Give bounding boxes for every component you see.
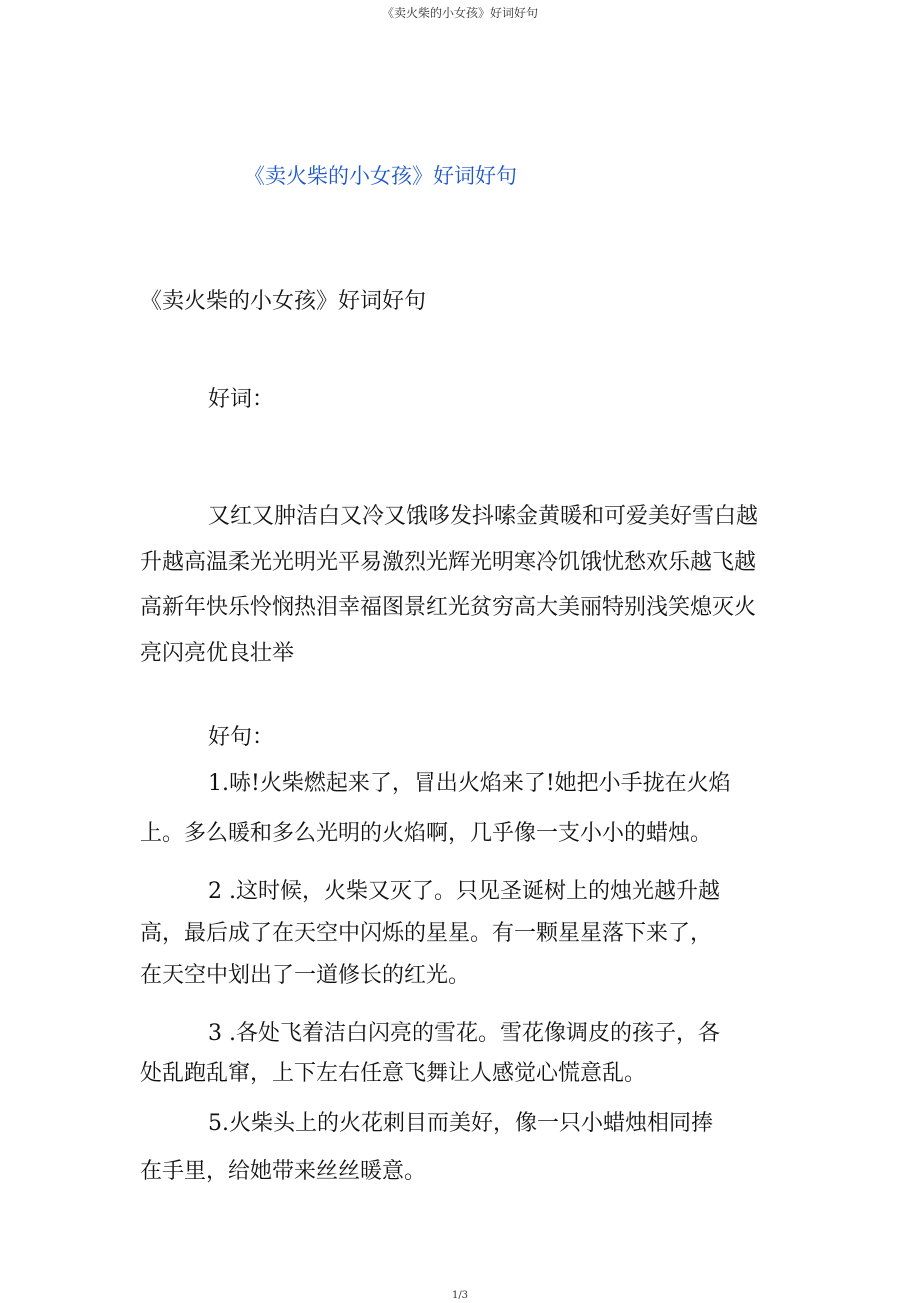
words-line: 亮闪亮优良壮举 (140, 640, 295, 666)
sentence-line: 在天空中划出了一道修长的红光。 (140, 963, 471, 988)
document-title: 《卖火柴的小女孩》好词好句 (140, 289, 427, 314)
page-header-title: 《卖火柴的小女孩》好词好句 (381, 6, 538, 20)
sentence-line: 1.哧!火柴燃起来了，冒出火焰来了!她把小手拢在火焰 (208, 771, 731, 796)
sentence-line: 上。多么暖和多么光明的火焰啊，几乎像一支小小的蜡烛。 (140, 821, 713, 846)
page-number: 1/3 (451, 1290, 469, 1301)
sentence-line: 处乱跑乱窜，上下左右任意飞舞让人感觉心慌意乱。 (140, 1061, 647, 1086)
sentence-line: 3 .各处飞着洁白闪亮的雪花。雪花像调皮的孩子，各 (208, 1021, 720, 1046)
sentence-line: 高，最后成了在天空中闪烁的星星。有一颗星星落下来了， (140, 921, 713, 946)
sentence-line: 2 .这时候，火柴又灭了。只见圣诞树上的烛光越升越 (208, 879, 720, 904)
words-section-label: 好词： (208, 387, 275, 412)
sentence-line: 在手里，给她带来丝丝暖意。 (140, 1159, 427, 1184)
sentences-section-label: 好句： (208, 725, 275, 750)
words-line: 高新年快乐怜悯热泪幸福图景红光贫穷高大美丽特别浅笑熄灭火 (140, 595, 757, 620)
words-line: 升越高温柔光光明光平易激烈光辉光明寒冷饥饿忧愁欢乐越飞越 (140, 549, 757, 575)
document-link-title[interactable]: 《卖火柴的小女孩》好词好句 (244, 164, 517, 188)
words-line: 又红又肿洁白又冷又饿哆发抖嗦金黄暖和可爱美好雪白越 (208, 504, 759, 529)
sentence-line: 5.火柴头上的火花刺目而美好，像一只小蜡烛相同捧 (208, 1111, 713, 1136)
words-paragraph (140, 494, 790, 676)
